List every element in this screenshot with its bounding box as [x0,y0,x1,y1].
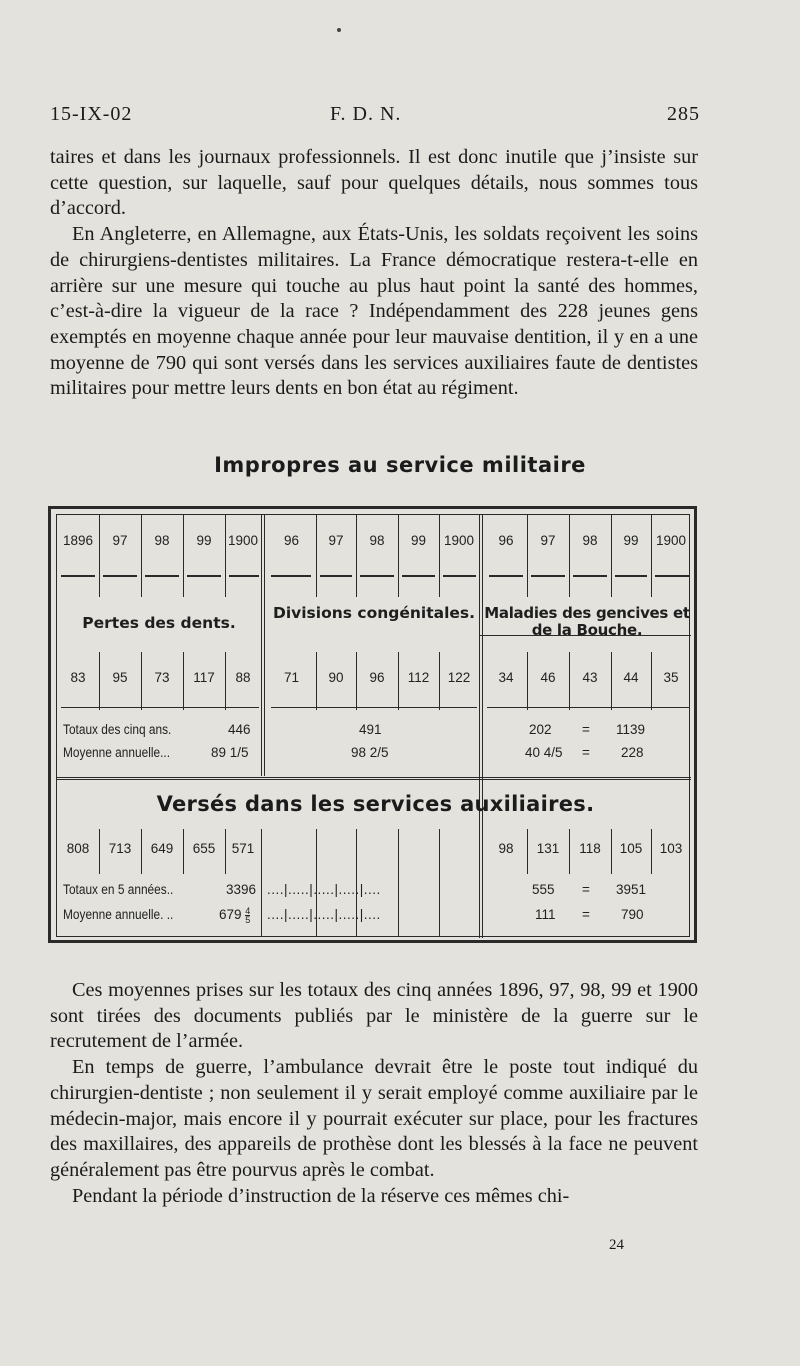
dot-leader: ....|.....|.....|.....|.... [267,907,381,922]
paragraph: En Angleterre, en Allemagne, aux États-Unis, les soldats reçoivent les soins de chirurgiens-dentistes militaires. La France démocratique restera-t-elle en arrière sur une mesure qui touche au plus haut point la santé des hommes, c’est-à-dire la vigueur de la race ? Indépendamment des 228 jeunes gens exemptés en moyenne chaque année pour leur mauvaise dentition, il y en a une moyenne de 790 qui sont versés dans les services auxiliaires faute de dentistes militaires pour mettre leurs dents en bon état au régiment. [50,223,698,400]
aux-averages-label: Moyenne annuelle. .. [63,907,174,922]
column-line [439,829,440,936]
running-head [50,103,700,131]
aux-totals-value: 3396 [226,882,257,897]
header-dash [402,575,435,577]
value-cell: 71 [283,670,300,685]
averages-value: 228 [621,745,644,760]
section-subtitle: Versés dans les services auxiliaires. [156,792,595,816]
year-header: 97 [540,533,556,548]
header-dash [61,575,95,577]
column-line [527,515,528,597]
column-line [611,515,612,597]
equals-sign: = [582,907,590,922]
speck [337,28,341,32]
aux-totals-value: 555 [532,882,555,897]
group-label-gum-disease: Maladies des gencives et de la Bouche. [484,604,690,639]
value-cell: 95 [112,670,128,685]
aux-averages-value: 790 [621,907,644,922]
totals-value: 202 [529,722,552,737]
column-line [439,515,440,597]
journal-initials: F. D. N. [330,103,402,125]
aux-value-cell: 98 [498,841,514,856]
aux-average-whole: 679 [219,907,242,923]
header-dash [531,575,565,577]
statistics-table [48,506,697,943]
value-cell: 83 [70,670,86,685]
value-cell: 88 [235,670,251,685]
value-underline [271,707,477,708]
value-cell: 96 [369,670,385,685]
table-title: Impropres au service militaire [214,453,586,477]
year-header: 1900 [443,533,475,548]
aux-averages-value: 111 [535,907,556,922]
aux-value-cell: 808 [66,841,90,856]
totals-value: 446 [228,722,251,737]
year-header: 96 [498,533,514,548]
column-line [261,829,262,936]
value-cell: 46 [540,670,556,685]
value-cell: 122 [447,670,471,685]
column-line [356,515,357,597]
header-dash [145,575,179,577]
page-number: 285 [667,103,700,125]
group-label-tooth-loss: Pertes des dents. [82,614,236,632]
issue-date: 15-IX-02 [50,103,133,125]
header-dash [229,575,259,577]
equals-sign: = [582,882,590,897]
value-cell: 44 [623,670,639,685]
value-cell: 117 [193,670,215,685]
totals-label: Totaux des cinq ans. [63,722,172,737]
column-line [225,515,226,597]
totals-value: 491 [359,722,382,737]
header-dash [655,575,689,577]
year-header: 1900 [655,533,687,548]
averages-value: 98 2/5 [351,745,389,760]
value-cell: 35 [663,670,679,685]
section-rule [57,779,691,780]
paragraph: taires et dans les journaux professionnels. Il est donc inutile que j’insiste sur cette question, sur laquelle, sauf pour quelques détails, nous sommes tous d’accord. [50,146,698,220]
paragraph: Ces moyennes prises sur les totaux des cinq années 1896, 97, 98, 99 et 1900 sont tirées des documents publiés par le ministère de la guerre sur le recrutement de l’armée. [50,979,698,1053]
column-line [569,515,570,597]
averages-value: 89 1/5 [211,745,249,760]
year-header: 99 [196,533,212,548]
year-header: 98 [154,533,170,548]
aux-value-cell: 118 [579,841,601,856]
header-dash [360,575,394,577]
header-dash [573,575,607,577]
year-header: 97 [328,533,344,548]
aux-value-cell: 655 [192,841,216,856]
year-header: 96 [283,533,300,548]
totals-value: 1139 [616,722,646,737]
averages-value: 40 4/5 [525,745,563,760]
value-cell: 34 [498,670,514,685]
header-dash [615,575,647,577]
aux-value-cell: 649 [150,841,174,856]
year-header: 98 [369,533,385,548]
aux-averages-value [219,907,250,924]
group-separator [261,515,265,776]
equals-sign: = [582,722,590,737]
value-cell: 90 [328,670,344,685]
section-rule [57,777,691,778]
averages-label: Moyenne annuelle... [63,745,171,760]
group-label-congenital: Divisions congénitales. [272,604,476,622]
body-text-bottom [50,978,698,1209]
group-separator [479,515,483,938]
column-line [398,829,399,936]
column-line [316,515,317,597]
aux-value-cell: 713 [108,841,132,856]
header-dash [271,575,311,577]
aux-value-cell: 105 [619,841,643,856]
header-dash [320,575,352,577]
value-underline [61,707,259,708]
year-header: 99 [623,533,639,548]
column-line [651,515,652,597]
signature-mark: 24 [609,1237,624,1253]
value-underline [487,707,689,708]
column-line [99,515,100,597]
header-dash [187,575,221,577]
value-cell: 73 [154,670,170,685]
aux-value-cell: 103 [659,841,683,856]
dot-leader: ....|.....|.....|.....|.... [267,882,381,897]
aux-average-fraction: $\frac{4}{5}$ [245,906,251,925]
value-cell: 43 [582,670,598,685]
year-header: 97 [112,533,128,548]
column-line [398,515,399,597]
column-line [183,515,184,597]
aux-value-cell: 131 [536,841,560,856]
header-dash [103,575,137,577]
column-line [141,515,142,597]
body-text-top [50,145,698,402]
aux-totals-label: Totaux en 5 années.. [63,882,174,897]
year-header: 99 [410,533,427,548]
equals-sign: = [582,745,590,760]
header-dash [443,575,476,577]
year-header: 98 [582,533,598,548]
year-header: 1896 [62,533,94,548]
paragraph: Pendant la période d’instruction de la réserve ces mêmes chi- [72,1184,570,1207]
aux-totals-value: 3951 [616,882,647,897]
value-cell: 112 [407,670,430,685]
year-header: 1900 [227,533,259,548]
header-dash [489,575,523,577]
aux-value-cell: 571 [231,841,255,856]
paragraph: En temps de guerre, l’ambulance devrait être le poste tout indiqué du chirurgien-dentiste ; non seulement il y serait employé comme auxiliaire par le médecin-major, mais encore il y pourrait exécuter sur place, pour les fractures des maxillaires, des appareils de prothèse dont les blessés à la face ne peuvent généralement pas être pourvus après le combat. [50,1056,698,1181]
